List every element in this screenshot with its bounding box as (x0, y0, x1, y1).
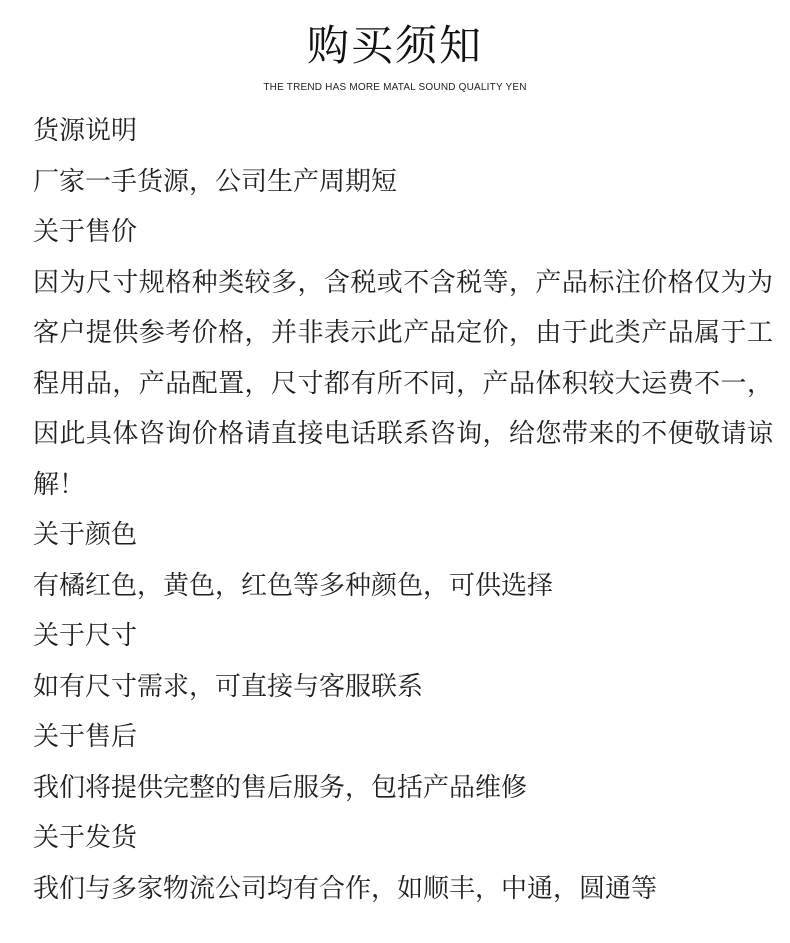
section-heading: 关于售后 (33, 722, 138, 752)
section-price (33, 207, 773, 510)
section-heading: 关于售价 (33, 217, 138, 247)
section-shipping (33, 813, 773, 914)
page-subtitle: THE TREND HAS MORE MATAL SOUND QUALITY YEN (263, 82, 527, 93)
section-text: 有橘红色，黄色，红色等多种颜色，可供选择 (33, 570, 554, 601)
section-text: 我们与多家物流公司均有合作，如顺丰，中通，圆通等 (33, 873, 658, 904)
section-heading: 关于尺寸 (33, 621, 138, 651)
notice-content (33, 106, 773, 914)
page-title: 购买须知 (306, 21, 483, 70)
section-text: 厂家一手货源，公司生产周期短 (33, 166, 398, 197)
section-size (33, 611, 773, 712)
section-text: 因为尺寸规格种类较多，含税或不含税等，产品标注价格仅为为客户提供参考价格，并非表示此产品定价，由于此类产品属于工程用品，产品配置，尺寸都有所不同，产品体积较大运费不一，因此具体咨询价格请直接电话联系咨询，给您带来的不便敬请谅解！ (33, 267, 773, 500)
section-text: 如有尺寸需求，可直接与客服联系 (33, 671, 424, 702)
section-heading: 关于发货 (33, 823, 138, 853)
section-color (33, 510, 773, 611)
section-heading: 关于颜色 (33, 520, 138, 550)
section-heading: 货源说明 (33, 116, 138, 146)
section-after-sales (33, 712, 773, 813)
section-source (33, 106, 773, 207)
section-text: 我们将提供完整的售后服务，包括产品维修 (33, 772, 528, 803)
